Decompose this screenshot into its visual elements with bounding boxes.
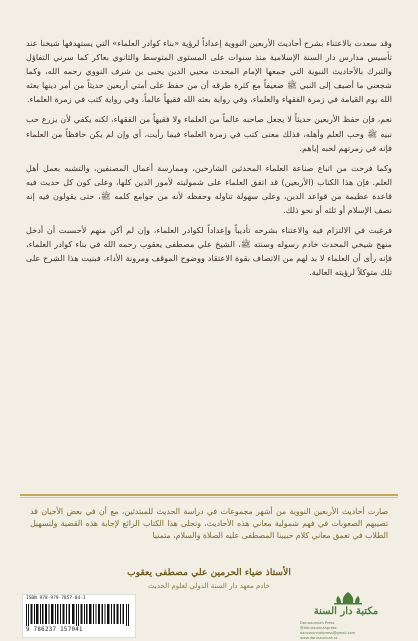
book-blurb <box>30 506 388 543</box>
publisher-contact-line: @darussunnahpress <box>300 626 337 630</box>
paragraph-1: وقد سعدت بالاعتناء بشرح أحاديث الأربعين النووية إعداداً لرؤية «بناء كوادر العلماء» التي يستهدفها شيخنا عند تأسيس مدارس دار السنة الإسلامية منذ سنوات على المستوى المتوسط والثانوي بعاكر كما سرني التفاؤل والتبرك بالأحاديث النبوية التي جمعها الإمام المحدث محيي الدين يحيى بن شرف النووي رحمه الله، وكما شجعني ما أصيف إلى النبي ﷺ ضعيفاً مع كثرة طرقه أن من حفظ على أمتي أربعين حديثاً من أمر دينها بعثه الله يوم القيامة في زمرة الفقهاء والعلماء، وفي رواية بعثه الله فقيهاً عالماً، وفي رواية كتب في زمرة العلماء. <box>26 38 392 105</box>
blurb-text: صارت أحاديث الأربعين النووية من أشهر مجموعات في دراسة الحديث للمبتدئين، مع أن في بعض الأحيان قد تصيبهم الصعوبات في فهم شمولية معاني هذه الأحاديث، وتجلى هذا الكتاب الرائع لإجابة هذه القضية ولتسهيل الطلاب في تعمق معاني كلام حبيبنا المصطفى عليه الصلاة والسلام، متمنيا <box>30 507 388 541</box>
isbn-label: ISBN 978-979-7857-04-1 <box>26 596 86 601</box>
author-title: خادم معهد دار السنة الدولي لعلوم الحديث <box>148 582 270 590</box>
publisher-logo-icon <box>330 591 366 605</box>
publisher-contact <box>300 621 396 641</box>
main-body-text <box>26 36 392 286</box>
barcode-icon <box>26 604 130 626</box>
section-divider-thin <box>20 497 398 498</box>
publisher-contact-line: www.darussunnah.id <box>300 636 338 640</box>
publisher-contact-line: Darussunnah Press <box>300 621 335 625</box>
paragraph-4: فرغبت في الالتزام فيه والاعتناء بشرحه تأديباً وإعداداً لكوادر العلماء، وإن لم أكن منهم لأحسبت أن أدخل منهج شيخي المحدث خادم رسوله وسنته ﷺ، الشيخ علي مصطفى يعقوب رحمه الله في بناء كوادر العلماء، فإنه رأى أن العلماء لا بد لهم من الاتصاف بقوة الاعتقاد ووضوح الموقف ومرونة الأداء، فبنيت هذا الشرح على تلك متوكلاً لرؤيته العالية. <box>26 225 392 278</box>
publisher-contact-line: darussunnahpress@gmail.com <box>300 631 356 635</box>
paragraph-2: نعم، فإن حفظ الأربعين حديثاً لا يجعل صاحبه عالماً من العلماء ولا فقيهاً من الفقهاء، لكنه يكفي لأن يزرع حب نبيه ﷺ وحب العلم وأهله، فذلك معنى كتب في زمرة العلماء فيما رأيت، أي وإن لم يكن حافظاً من العلماء فإنه في زمرتهم لحبه إياهم. <box>26 114 392 153</box>
section-divider <box>20 494 398 496</box>
publisher-name: مكتبة دار السنة <box>313 606 379 617</box>
author-name: الأستاذ ضياء الحرمين علي مصطفى يعقوب <box>127 567 291 578</box>
barcode-digits: 9 786237 157041 <box>26 627 83 633</box>
paragraph-3: وكما فرحت من اتباع صناعة العلماء المحدثين الشارحين، وممارسة أعمال المصنفين، والتشبه بعمل أهل العلم. فإن هذا الكتاب (الأربعين) قد اتفق العلماء على شموليته لأمور الدين كلها، وعلى كون كل حديث فيه قاعدة عظيمة من قواعد الدين، وعلى سهولة تناوله وحفظه لأنه من جوامع كلمه ﷺ، حتى يقولون فيه إنه نصف الإسلام أو ثلثه أو نحو ذلك. <box>26 162 392 216</box>
